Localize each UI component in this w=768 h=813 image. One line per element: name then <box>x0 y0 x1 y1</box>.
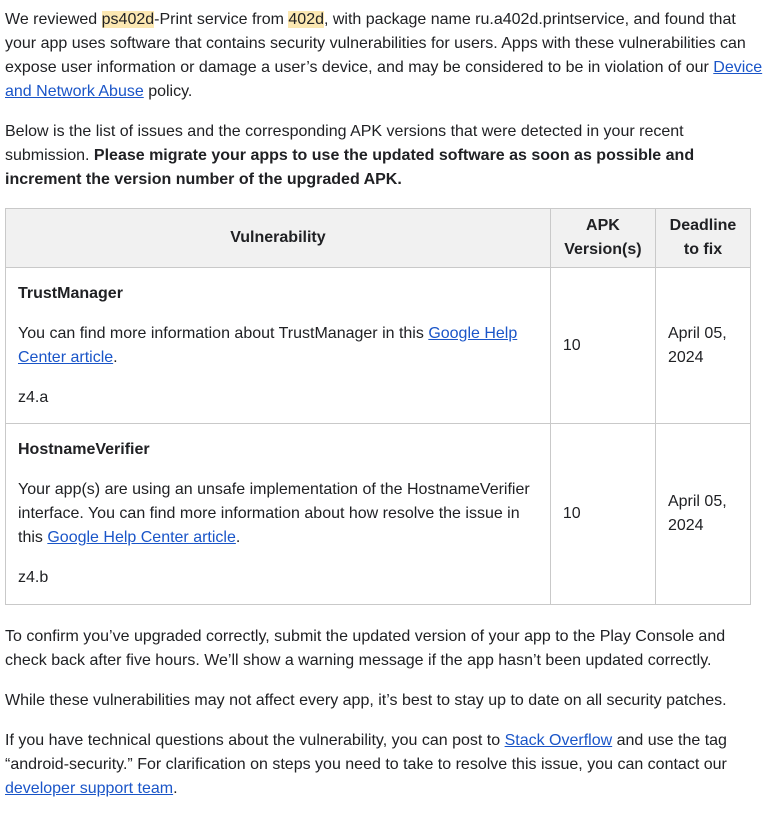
developer-name-highlight: 402d <box>288 11 324 28</box>
intro-text-3: , with package name ru.a402d.printservice, and found that your app uses software that contains security vulnerabilities for users. Apps with these vulnerabilities can expose user information or damage a user’s device, and may be considered to be in violation of our <box>5 11 746 76</box>
affected-class: z4.a <box>18 388 49 406</box>
vulnerability-description <box>18 322 538 370</box>
questions-text-3: . <box>173 780 178 797</box>
header-deadline: Deadline to fix <box>655 209 750 268</box>
issues-intro-paragraph <box>5 120 763 192</box>
apk-version-cell: 10 <box>550 424 655 605</box>
developer-support-link[interactable]: developer support team <box>5 780 174 797</box>
intro-text-1: We reviewed <box>5 11 102 28</box>
vulnerability-description <box>18 478 538 550</box>
intro-text-2: -Print service from <box>154 11 289 28</box>
apk-version-cell: 10 <box>550 268 655 424</box>
help-center-link[interactable]: Google Help Center article <box>18 324 518 366</box>
policy-link[interactable]: Device and Network Abuse <box>5 59 763 100</box>
vulnerability-cell <box>6 268 551 424</box>
table-row <box>6 424 751 605</box>
app-name-highlight: ps402d <box>101 11 155 28</box>
security-note-paragraph: While these vulnerabilities may not affect every app, it’s best to stay up to date on all security patches. <box>5 692 727 709</box>
help-center-link[interactable]: Google Help Center article <box>47 529 236 546</box>
deadline-cell: April 05, 2024 <box>655 268 750 424</box>
header-vulnerability: Vulnerability <box>6 209 551 268</box>
migrate-notice: Please migrate your apps to use the updated software as soon as possible and increment the version number of the upgraded APK. <box>5 147 695 188</box>
table-row <box>6 268 751 424</box>
vulnerability-cell <box>6 424 551 605</box>
deadline-cell: April 05, 2024 <box>655 424 750 605</box>
description-end: . <box>113 348 118 366</box>
intro-paragraph <box>5 8 763 104</box>
description-text: Your app(s) are using an unsafe implementation of the HostnameVerifier interface. You can find more information about how resolve the issue in this <box>18 481 530 546</box>
questions-text-2: and use the tag “android-security.” For clarification on steps you need to take to resolve this issue, you can contact our <box>5 732 727 773</box>
vulnerability-title: HostnameVerifier <box>18 441 150 458</box>
table-header-row <box>6 209 751 268</box>
description-end: . <box>235 529 241 546</box>
header-apk-versions: APK Version(s) <box>550 209 655 268</box>
affected-class: z4.b <box>18 569 49 586</box>
description-text: You can find more information about TrustManager in this <box>18 324 429 342</box>
questions-text-1: If you have technical questions about the vulnerability, you can post to <box>5 732 505 749</box>
stack-overflow-link[interactable]: Stack Overflow <box>504 732 613 749</box>
vulnerability-table <box>5 208 751 605</box>
questions-paragraph <box>5 729 763 801</box>
issues-intro-text: Below is the list of issues and the corresponding APK versions that were detected in your recent submission. <box>5 123 684 164</box>
vulnerability-title: TrustManager <box>18 284 123 302</box>
confirm-paragraph: To confirm you’ve upgraded correctly, submit the updated version of your app to the Play Console and check back after five hours. We’ll show a warning message if the app hasn’t been updated correctly. <box>5 628 726 669</box>
intro-text-4: policy. <box>143 83 193 100</box>
